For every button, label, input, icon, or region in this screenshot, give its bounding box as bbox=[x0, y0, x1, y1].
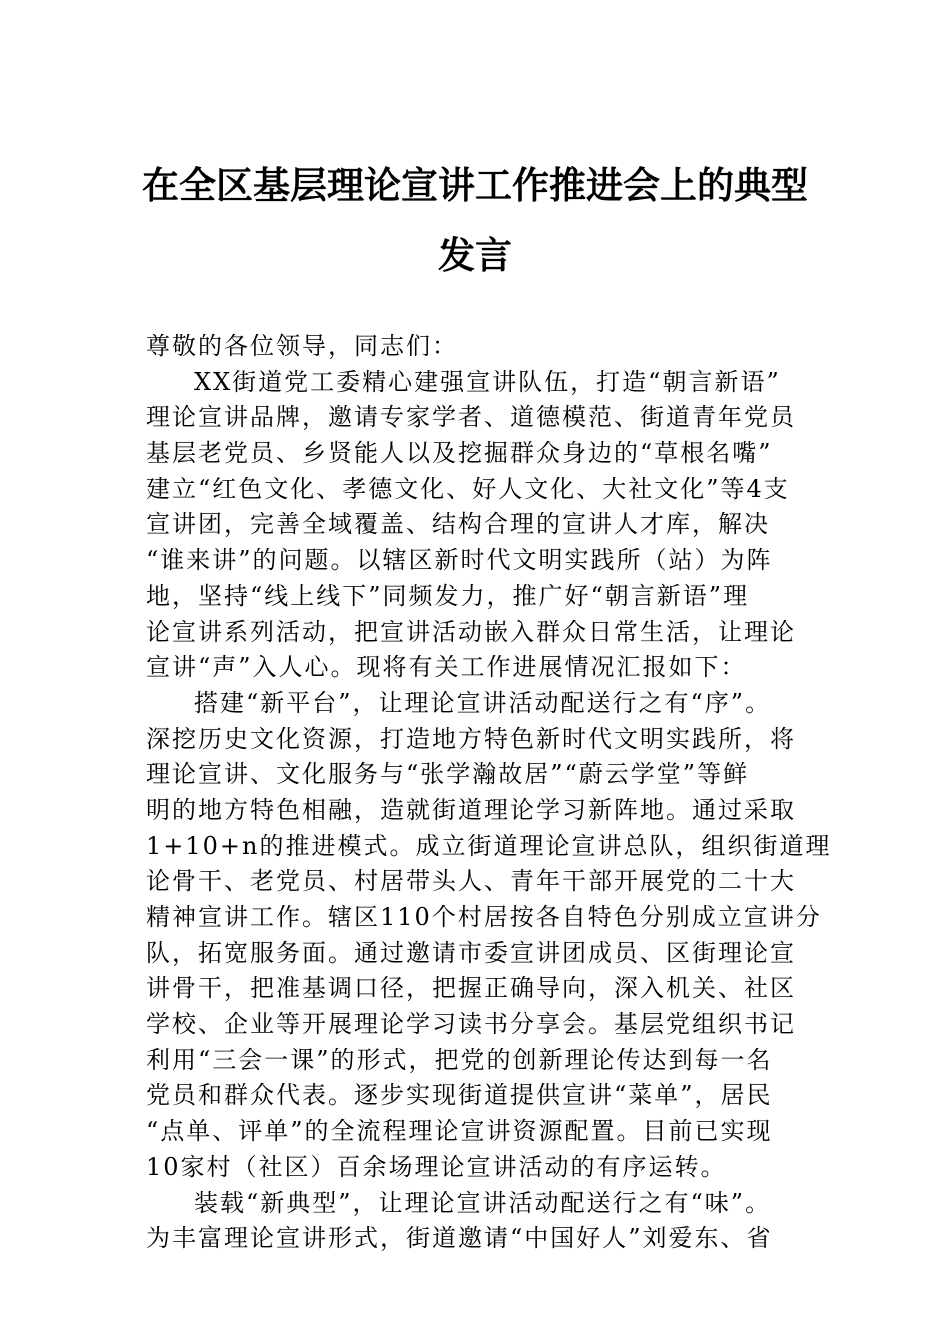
paragraph-line: 10家村（社区）百余场理论宣讲活动的有序运转。 bbox=[146, 1152, 727, 1181]
paragraph-line: 1+10+n的推进模式。成立街道理论宣讲总队，组织街道理 bbox=[146, 831, 832, 860]
paragraph-line: XX街道党工委精心建强宣讲队伍，打造“朝言新语” bbox=[194, 367, 781, 396]
paragraph-line: “点单、评单”的全流程理论宣讲资源配置。目前已实现 bbox=[146, 1117, 773, 1146]
paragraph-line: 宣讲“声”入人心。现将有关工作进展情况汇报如下： bbox=[146, 653, 747, 682]
paragraph-line: 装载“新典型”，让理论宣讲活动配送行之有“味”。 bbox=[194, 1188, 772, 1217]
paragraph-line: 论宣讲系列活动，把宣讲活动嵌入群众日常生活，让理论 bbox=[146, 617, 796, 646]
paragraph-line: 明的地方特色相融，造就街道理论学习新阵地。通过采取 bbox=[146, 795, 796, 824]
paragraph-line: 理论宣讲品牌，邀请专家学者、道德模范、街道青年党员 bbox=[146, 403, 796, 432]
paragraph-line: 搭建“新平台”，让理论宣讲活动配送行之有“序”。 bbox=[194, 688, 772, 717]
paragraph-line: “谁来讲”的问题。以辖区新时代文明实践所（站）为阵 bbox=[146, 546, 773, 575]
paragraph-line: 队，拓宽服务面。通过邀请市委宣讲团成员、区街理论宣 bbox=[146, 938, 796, 967]
paragraph-line: 精神宣讲工作。辖区110个村居按各自特色分别成立宣讲分 bbox=[146, 903, 822, 931]
paragraph-line: 学校、企业等开展理论学习读书分享会。基层党组织书记 bbox=[146, 1010, 796, 1039]
paragraph-line: 理论宣讲、文化服务与“张学瀚故居”“蔚云学堂”等鲜 bbox=[146, 760, 750, 789]
paragraph-line: 讲骨干，把准基调口径，把握正确导向，深入机关、社区 bbox=[146, 974, 796, 1003]
paragraph-line: 宣讲团，完善全域覆盖、结构合理的宣讲人才库，解决 bbox=[146, 510, 770, 539]
paragraph-line: 为丰富理论宣讲形式，街道邀请“中国好人”刘爱东、省 bbox=[146, 1224, 773, 1253]
paragraph-line: 基层老党员、乡贤能人以及挖掘群众身边的“草根名嘴” bbox=[146, 439, 773, 468]
paragraph-line: 党员和群众代表。逐步实现街道提供宣讲“菜单”，居民 bbox=[146, 1081, 773, 1110]
document-body bbox=[146, 329, 832, 1257]
salutation: 尊敬的各位领导，同志们： bbox=[146, 332, 458, 360]
paragraph-line: 利用“三会一课”的形式，把党的创新理论传达到每一名 bbox=[146, 1045, 773, 1074]
paragraph-line: 论骨干、老党员、村居带头人、青年干部开展党的二十大 bbox=[146, 867, 796, 896]
paragraph-line: 建立“红色文化、孝德文化、好人文化、大社文化”等4支 bbox=[146, 474, 790, 503]
paragraph-line: 深挖历史文化资源，打造地方特色新时代文明实践所，将 bbox=[146, 724, 796, 753]
paragraph-line: 地，坚持“线上线下”同频发力，推广好“朝言新语”理 bbox=[146, 581, 750, 610]
document-title-line-1: 在全区基层理论宣讲工作推进会上的典型 bbox=[142, 163, 808, 207]
document-title-line-2: 发言 bbox=[438, 233, 512, 277]
